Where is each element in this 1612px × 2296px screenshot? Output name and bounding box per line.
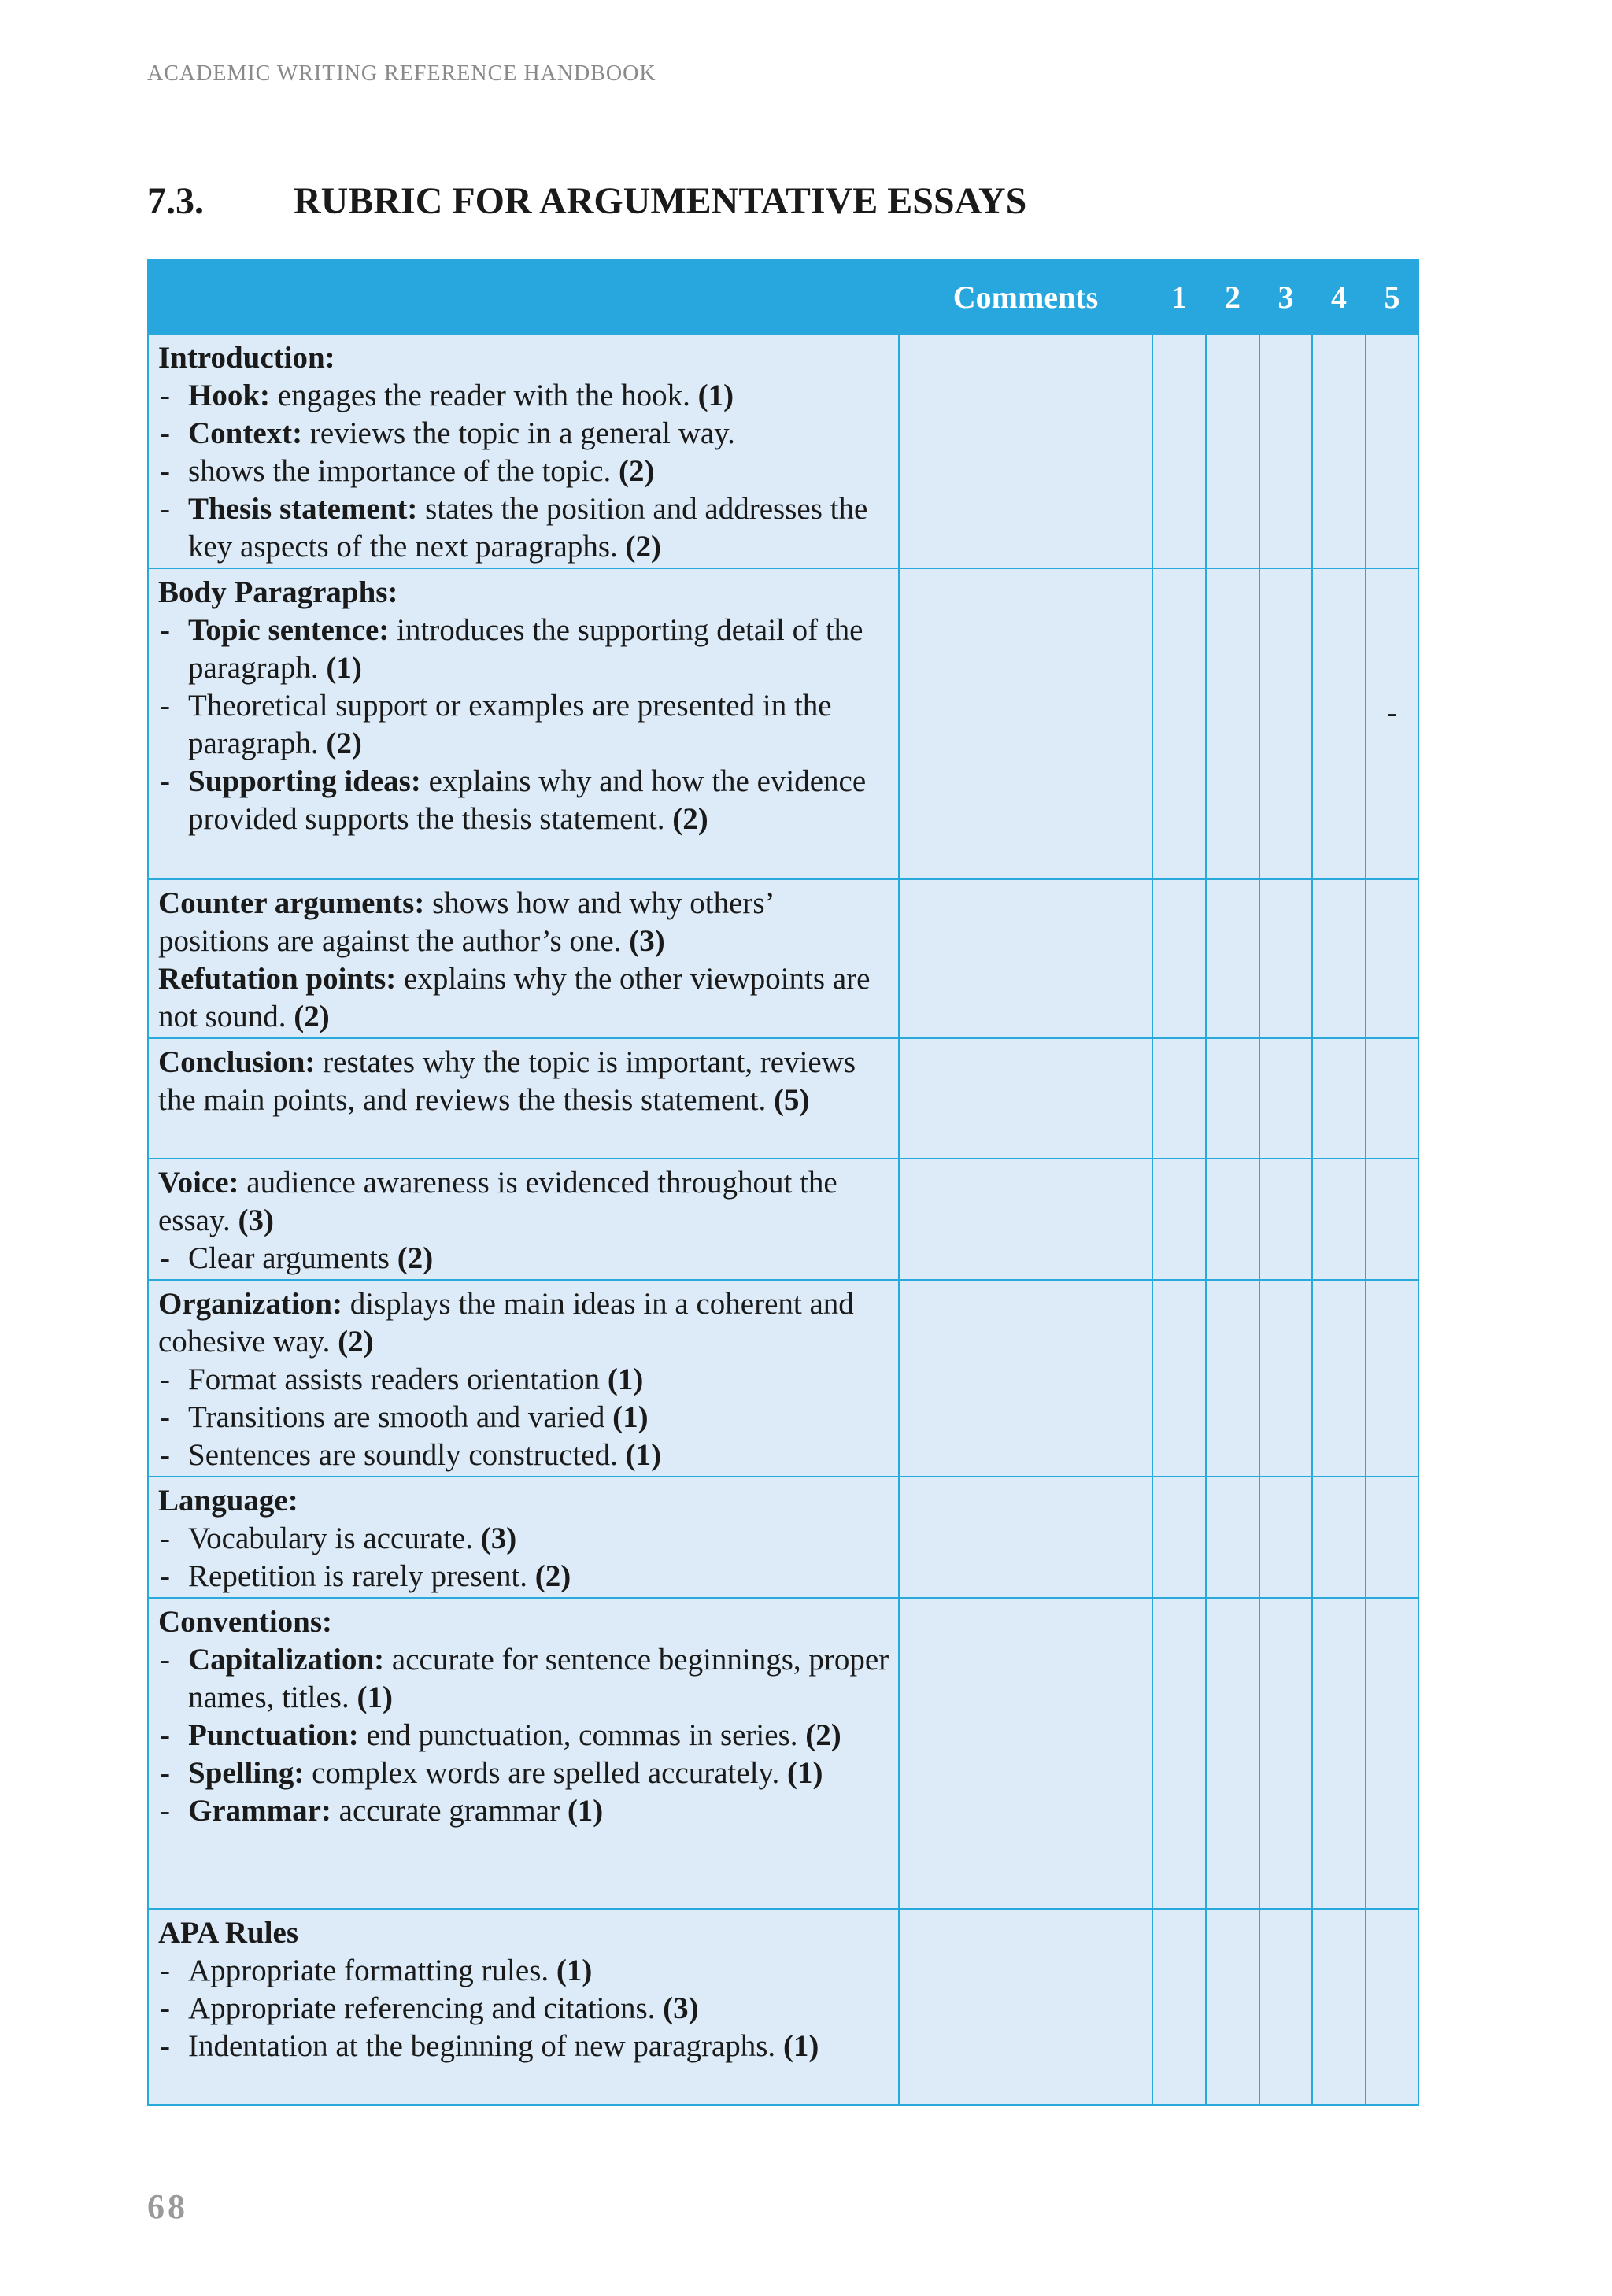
score-cell[interactable] — [1366, 1598, 1418, 1909]
criterion-title: Introduction: — [158, 341, 335, 375]
score-4-header: 4 — [1312, 260, 1366, 334]
comments-cell[interactable] — [899, 568, 1152, 879]
table-row — [148, 1159, 1418, 1280]
list-item: - Topic sentence: introduces the supporting detail of the paragraph. (1) — [158, 612, 890, 687]
list-item: - Vocabulary is accurate. (3) — [158, 1520, 890, 1558]
list-item: - Grammar: accurate grammar (1) — [158, 1792, 890, 1830]
comments-cell[interactable] — [899, 1598, 1152, 1909]
comments-cell[interactable] — [899, 1159, 1152, 1280]
score-cell[interactable] — [1366, 1280, 1418, 1477]
criterion-line: Counter arguments: shows how and why others’ positions are against the author’s one. (3) — [158, 886, 773, 958]
score-cell[interactable] — [1152, 1909, 1206, 2105]
score-cell[interactable] — [1206, 334, 1259, 568]
table-row — [148, 1477, 1418, 1598]
criterion-conclusion — [148, 1038, 899, 1159]
rubric-table — [147, 259, 1419, 2106]
criterion-organization — [148, 1280, 899, 1477]
criterion-title: Conventions: — [158, 1605, 333, 1639]
table-row — [148, 879, 1418, 1038]
list-item: - shows the importance of the topic. (2) — [158, 453, 890, 490]
list-item: - Capitalization: accurate for sentence beginnings, proper names, titles. (1) — [158, 1641, 890, 1717]
criterion-apa-rules — [148, 1909, 899, 2105]
score-cell[interactable] — [1259, 1038, 1312, 1159]
score-3-header: 3 — [1259, 260, 1312, 334]
list-item: - Context: reviews the topic in a general way. — [158, 415, 890, 453]
criterion-line: Organization: displays the main ideas in a coherent and cohesive way. (2) — [158, 1287, 854, 1359]
score-cell[interactable] — [1259, 1159, 1312, 1280]
score-cell[interactable] — [1206, 568, 1259, 879]
score-cell[interactable] — [1206, 879, 1259, 1038]
score-cell[interactable] — [1206, 1477, 1259, 1598]
comments-cell[interactable] — [899, 879, 1152, 1038]
table-row — [148, 1909, 1418, 2105]
list-item: - Transitions are smooth and varied (1) — [158, 1399, 890, 1436]
criterion-line: Refutation points: explains why the other viewpoints are not sound. (2) — [158, 962, 871, 1033]
table-row — [148, 1280, 1418, 1477]
score-cell[interactable] — [1366, 1038, 1418, 1159]
list-item: - Thesis statement: states the position and addresses the key aspects of the next paragraphs. (2) — [158, 490, 890, 566]
score-cell[interactable] — [1312, 879, 1366, 1038]
criterion-line: Conclusion: restates why the topic is important, reviews the main points, and reviews the thesis statement. (5) — [158, 1045, 856, 1117]
score-cell[interactable] — [1312, 1280, 1366, 1477]
score-cell[interactable] — [1152, 879, 1206, 1038]
criterion-title: Language: — [158, 1484, 298, 1518]
score-cell[interactable] — [1152, 1598, 1206, 1909]
score-cell[interactable] — [1312, 334, 1366, 568]
score-cell[interactable] — [1312, 568, 1366, 879]
score-5-header: 5 — [1366, 260, 1418, 334]
running-head: ACADEMIC WRITING REFERENCE HANDBOOK — [147, 61, 656, 86]
score-cell[interactable] — [1152, 1280, 1206, 1477]
section-title-text: RUBRIC FOR ARGUMENTATIVE ESSAYS — [294, 180, 1027, 222]
page-number: 68 — [147, 2187, 188, 2226]
score-cell[interactable] — [1312, 1477, 1366, 1598]
criterion-line: Voice: audience awareness is evidenced throughout the essay. (3) — [158, 1166, 837, 1237]
score-cell[interactable] — [1152, 334, 1206, 568]
score-cell[interactable] — [1366, 568, 1418, 879]
list-item: - Appropriate referencing and citations. (3) — [158, 1990, 890, 2028]
criterion-language — [148, 1477, 899, 1598]
comments-cell[interactable] — [899, 1280, 1152, 1477]
comments-header: Comments — [899, 260, 1152, 334]
table-row — [148, 1598, 1418, 1909]
score-cell[interactable] — [1206, 1598, 1259, 1909]
table-header-row — [148, 260, 1418, 334]
table-row — [148, 1038, 1418, 1159]
criteria-header — [148, 260, 899, 334]
comments-cell[interactable] — [899, 1038, 1152, 1159]
score-cell[interactable] — [1259, 334, 1312, 568]
criterion-body-paragraphs — [148, 568, 899, 879]
score-cell[interactable] — [1312, 1159, 1366, 1280]
score-cell[interactable] — [1259, 1598, 1312, 1909]
list-item: - Sentences are soundly constructed. (1) — [158, 1436, 890, 1474]
score-cell[interactable] — [1152, 1159, 1206, 1280]
score-cell[interactable] — [1206, 1280, 1259, 1477]
list-item: - Punctuation: end punctuation, commas in series. (2) — [158, 1717, 890, 1754]
list-item: - Spelling: complex words are spelled accurately. (1) — [158, 1754, 890, 1792]
criterion-counter-arguments — [148, 879, 899, 1038]
section-title — [147, 179, 1026, 223]
list-item: - Appropriate formatting rules. (1) — [158, 1952, 890, 1990]
score-cell[interactable] — [1312, 1038, 1366, 1159]
criterion-voice — [148, 1159, 899, 1280]
comments-cell[interactable] — [899, 1477, 1152, 1598]
criterion-title: Body Paragraphs: — [158, 575, 398, 609]
list-item: - Indentation at the beginning of new paragraphs. (1) — [158, 2028, 890, 2065]
score-cell[interactable] — [1366, 1159, 1418, 1280]
score-cell[interactable] — [1259, 1477, 1312, 1598]
list-item: - Theoretical support or examples are presented in the paragraph. (2) — [158, 687, 890, 763]
score-cell[interactable] — [1366, 1909, 1418, 2105]
section-number: 7.3. — [147, 180, 204, 222]
score-cell[interactable] — [1366, 879, 1418, 1038]
score-cell[interactable] — [1206, 1909, 1259, 2105]
criterion-title: APA Rules — [158, 1916, 299, 1950]
score-mark: - — [1387, 696, 1397, 730]
score-cell[interactable] — [1259, 879, 1312, 1038]
list-item: - Hook: engages the reader with the hook. (1) — [158, 377, 890, 415]
comments-cell[interactable] — [899, 334, 1152, 568]
score-cell[interactable] — [1366, 1477, 1418, 1598]
score-cell[interactable] — [1312, 1909, 1366, 2105]
score-cell[interactable] — [1312, 1598, 1366, 1909]
score-cell[interactable] — [1259, 1280, 1312, 1477]
comments-cell[interactable] — [899, 1909, 1152, 2105]
score-cell[interactable] — [1366, 334, 1418, 568]
score-cell[interactable] — [1206, 1038, 1259, 1159]
table-row — [148, 568, 1418, 879]
score-cell[interactable] — [1206, 1159, 1259, 1280]
score-cell[interactable] — [1152, 1038, 1206, 1159]
score-cell[interactable] — [1152, 568, 1206, 879]
list-item: - Format assists readers orientation (1) — [158, 1361, 890, 1399]
score-cell[interactable] — [1259, 568, 1312, 879]
criterion-conventions — [148, 1598, 899, 1909]
score-1-header: 1 — [1152, 260, 1206, 334]
score-cell[interactable] — [1259, 1909, 1312, 2105]
score-2-header: 2 — [1206, 260, 1259, 334]
table-row — [148, 334, 1418, 568]
list-item: - Repetition is rarely present. (2) — [158, 1558, 890, 1595]
list-item: - Supporting ideas: explains why and how the evidence provided supports the thesis statement. (2) — [158, 763, 890, 838]
list-item: - Clear arguments (2) — [158, 1240, 890, 1277]
criterion-introduction — [148, 334, 899, 568]
score-cell[interactable] — [1152, 1477, 1206, 1598]
